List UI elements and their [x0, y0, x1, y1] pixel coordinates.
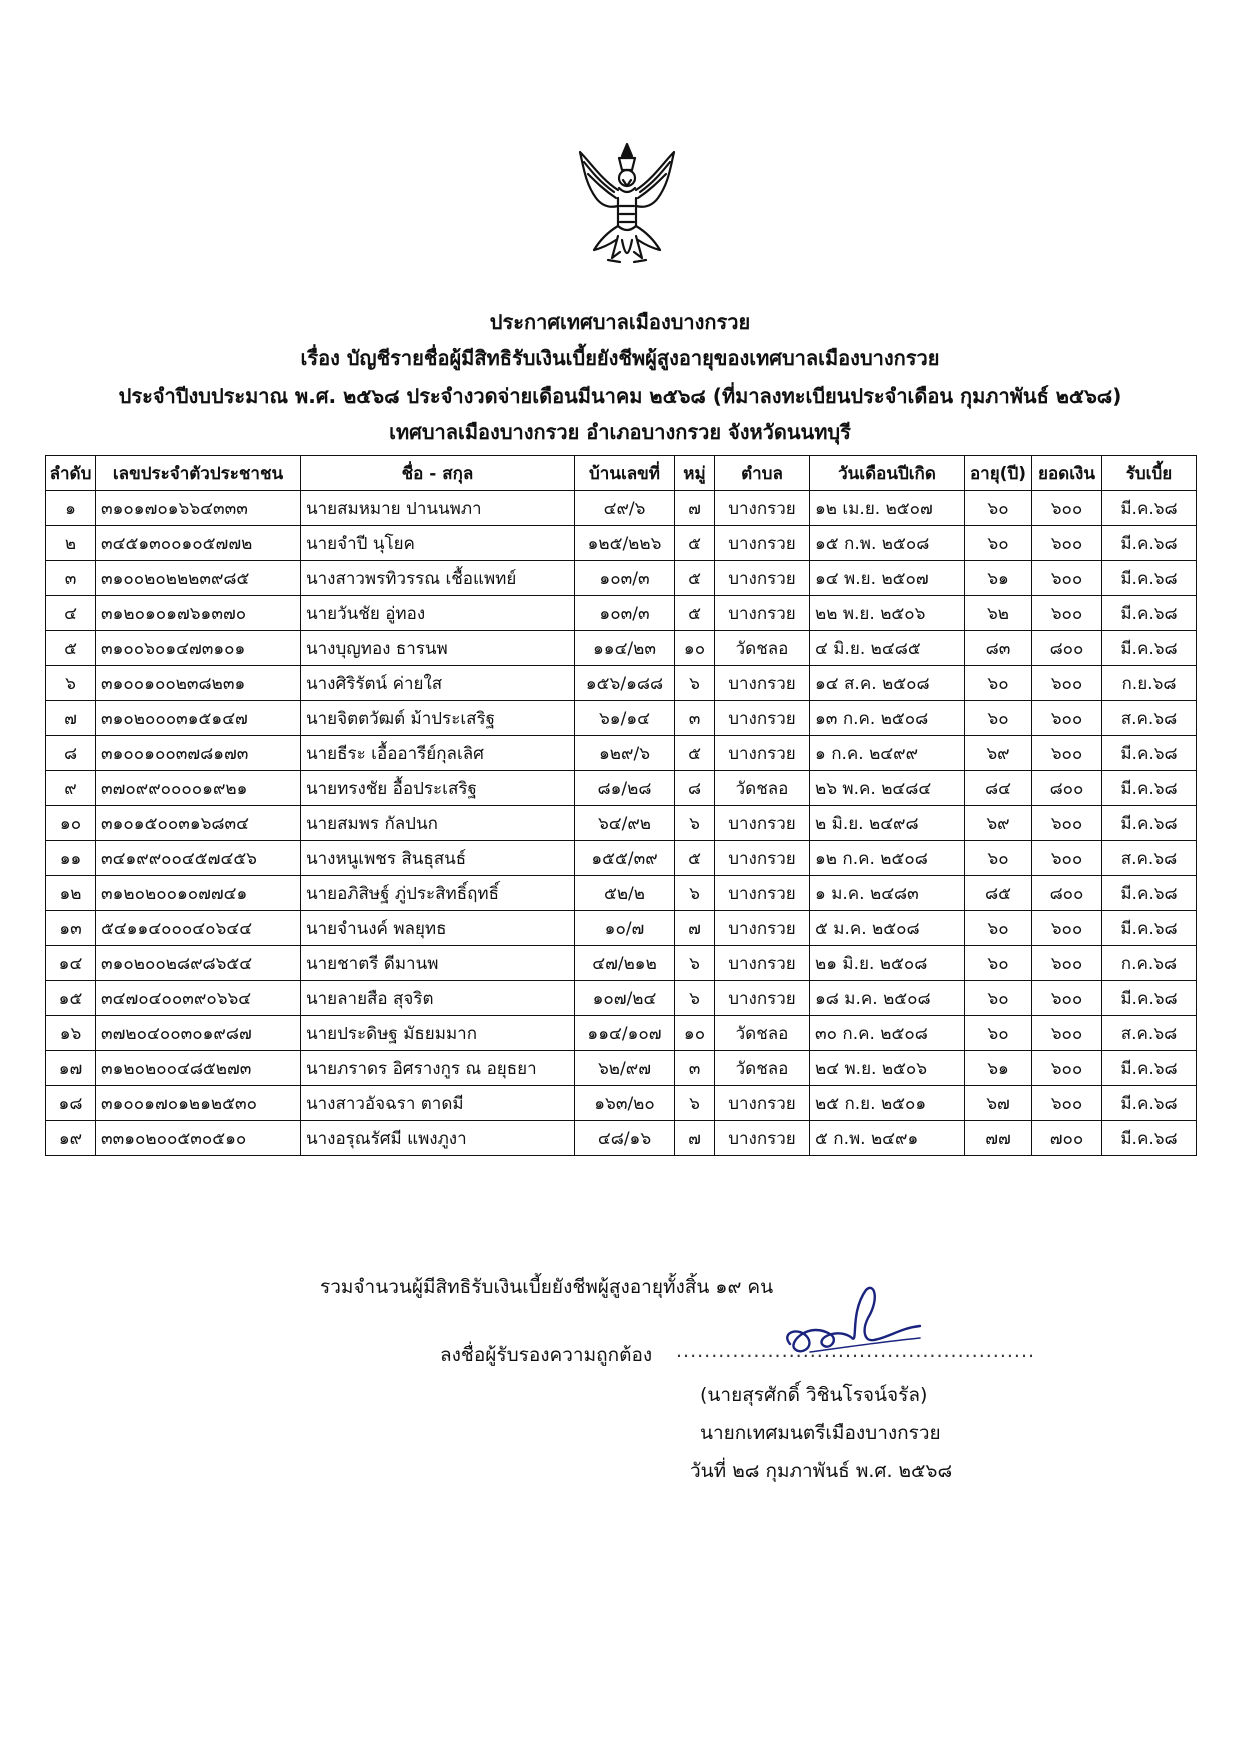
cell-age: ๖๐	[965, 701, 1032, 736]
table-row	[46, 596, 1197, 631]
cell-no: ๑๗	[46, 1051, 96, 1086]
cell-id: ๓๓๑๐๒๐๐๕๓๐๕๑๐	[96, 1121, 301, 1156]
cell-start: มี.ค.๖๘	[1102, 1086, 1197, 1121]
cell-tambon: บางกรวย	[715, 666, 810, 701]
cell-age: ๘๔	[965, 771, 1032, 806]
cell-house: ๘๑/๒๘	[575, 771, 675, 806]
cell-moo: ๖	[675, 981, 715, 1016]
table-body	[46, 491, 1197, 1156]
cell-amount: ๖๐๐	[1032, 736, 1102, 771]
cell-age: ๖๐	[965, 1016, 1032, 1051]
table-row	[46, 1086, 1197, 1121]
cell-moo: ๑๐	[675, 1016, 715, 1051]
cell-tambon: บางกรวย	[715, 841, 810, 876]
cell-start: มี.ค.๖๘	[1102, 806, 1197, 841]
cell-house: ๑๕๖/๑๘๘	[575, 666, 675, 701]
cell-amount: ๖๐๐	[1032, 841, 1102, 876]
cell-house: ๑๖๓/๒๐	[575, 1086, 675, 1121]
signature-dotted-line: ...................................................	[676, 1340, 1036, 1362]
cell-name: นายจิตตวัฒต์ ม้าประเสริฐ	[301, 701, 575, 736]
cell-no: ๓	[46, 561, 96, 596]
cell-name: นายธีระ เอื้ออารีย์กุลเลิศ	[301, 736, 575, 771]
cell-name: นายจำนงค์ พลยุทธ	[301, 911, 575, 946]
cell-id: ๓๔๕๑๓๐๐๑๐๕๗๗๒	[96, 526, 301, 561]
cell-age: ๗๗	[965, 1121, 1032, 1156]
table-row	[46, 1121, 1197, 1156]
table-row	[46, 946, 1197, 981]
cell-dob: ๑๔ พ.ย. ๒๕๐๗	[810, 561, 965, 596]
cell-start: มี.ค.๖๘	[1102, 911, 1197, 946]
cell-moo: ๘	[675, 771, 715, 806]
cell-id: ๓๔๗๐๔๐๐๓๙๐๖๖๔	[96, 981, 301, 1016]
handwritten-signature	[770, 1282, 940, 1372]
cell-house: ๑๑๔/๑๐๗	[575, 1016, 675, 1051]
cell-house: ๔๗/๒๑๒	[575, 946, 675, 981]
cell-amount: ๘๐๐	[1032, 771, 1102, 806]
cell-amount: ๖๐๐	[1032, 1086, 1102, 1121]
cell-moo: ๓	[675, 1051, 715, 1086]
cell-house: ๑๒๙/๖	[575, 736, 675, 771]
table-row	[46, 491, 1197, 526]
column-header-house: บ้านเลขที่	[575, 456, 675, 491]
cell-moo: ๖	[675, 806, 715, 841]
cell-house: ๖๑/๑๔	[575, 701, 675, 736]
fiscal-year-line: ประจำปีงบประมาณ พ.ศ. ๒๕๖๘ ประจำงวดจ่ายเดือนมีนาคม ๒๕๖๘ (ที่มาลงทะเบียนประจำเดือน กุมภาพันธ์ ๒๕๖๘)	[118, 384, 1122, 408]
cell-amount: ๖๐๐	[1032, 666, 1102, 701]
cell-age: ๖๙	[965, 806, 1032, 841]
column-header-name: ชื่อ - สกุล	[301, 456, 575, 491]
cell-id: ๓๑๐๑๕๐๐๓๑๖๘๓๔	[96, 806, 301, 841]
cell-amount: ๖๐๐	[1032, 491, 1102, 526]
cell-moo: ๗	[675, 911, 715, 946]
cell-id: ๓๗๒๐๔๐๐๓๐๑๙๘๗	[96, 1016, 301, 1051]
column-header-amount: ยอดเงิน	[1032, 456, 1102, 491]
signer-title: นายกเทศมนตรีเมืองบางกรวย	[700, 1422, 941, 1444]
cell-dob: ๑๕ ก.พ. ๒๕๐๘	[810, 526, 965, 561]
cell-house: ๑๐๓/๓	[575, 596, 675, 631]
cell-amount: ๖๐๐	[1032, 596, 1102, 631]
cell-name: นางสาวพรทิวรรณ เชื้อแพทย์	[301, 561, 575, 596]
cell-amount: ๖๐๐	[1032, 981, 1102, 1016]
cell-name: นายลายสือ สุจริต	[301, 981, 575, 1016]
cell-start: มี.ค.๖๘	[1102, 561, 1197, 596]
cell-age: ๖๐	[965, 526, 1032, 561]
cell-tambon: วัดชลอ	[715, 631, 810, 666]
cell-moo: ๕	[675, 526, 715, 561]
cell-name: นายสมหมาย ปานนพภา	[301, 491, 575, 526]
announcement-title: ประกาศเทศบาลเมืองบางกรวย	[489, 310, 751, 334]
cell-start: มี.ค.๖๘	[1102, 876, 1197, 911]
cell-moo: ๖	[675, 666, 715, 701]
cell-start: มี.ค.๖๘	[1102, 736, 1197, 771]
cell-start: มี.ค.๖๘	[1102, 491, 1197, 526]
certify-label: ลงชื่อผู้รับรองความถูกต้อง	[440, 1344, 653, 1366]
cell-dob: ๒๑ มิ.ย. ๒๕๐๘	[810, 946, 965, 981]
cell-age: ๖๐	[965, 911, 1032, 946]
cell-amount: ๘๐๐	[1032, 631, 1102, 666]
cell-moo: ๗	[675, 1121, 715, 1156]
table-row	[46, 876, 1197, 911]
cell-id: ๓๑๒๐๒๐๐๑๐๗๗๔๑	[96, 876, 301, 911]
cell-age: ๖๑	[965, 1051, 1032, 1086]
cell-name: นายทรงชัย อื้อประเสริฐ	[301, 771, 575, 806]
cell-no: ๑๖	[46, 1016, 96, 1051]
table-row	[46, 631, 1197, 666]
cell-dob: ๒๕ ก.ย. ๒๕๐๑	[810, 1086, 965, 1121]
cell-id: ๓๑๐๐๒๐๒๒๒๓๙๘๕	[96, 561, 301, 596]
table-row	[46, 771, 1197, 806]
cell-start: มี.ค.๖๘	[1102, 1051, 1197, 1086]
cell-moo: ๗	[675, 491, 715, 526]
cell-house: ๕๒/๒	[575, 876, 675, 911]
cell-moo: ๕	[675, 841, 715, 876]
cell-start: ส.ค.๖๘	[1102, 841, 1197, 876]
table-row	[46, 981, 1197, 1016]
column-header-start: รับเบี้ย	[1102, 456, 1197, 491]
cell-start: มี.ค.๖๘	[1102, 981, 1197, 1016]
cell-amount: ๖๐๐	[1032, 1051, 1102, 1086]
cell-age: ๖๙	[965, 736, 1032, 771]
cell-house: ๑๐/๗	[575, 911, 675, 946]
cell-amount: ๖๐๐	[1032, 561, 1102, 596]
cell-id: ๓๑๐๐๑๐๐๓๗๘๑๗๓	[96, 736, 301, 771]
cell-tambon: วัดชลอ	[715, 1051, 810, 1086]
cell-start: มี.ค.๖๘	[1102, 1121, 1197, 1156]
cell-name: นางสาวอัจฉรา ตาดมี	[301, 1086, 575, 1121]
table-row	[46, 526, 1197, 561]
cell-age: ๖๐	[965, 491, 1032, 526]
table-row	[46, 806, 1197, 841]
cell-moo: ๕	[675, 736, 715, 771]
table-row	[46, 1016, 1197, 1051]
cell-no: ๑๕	[46, 981, 96, 1016]
cell-tambon: บางกรวย	[715, 736, 810, 771]
cell-name: นางศิริรัตน์ ค่ายใส	[301, 666, 575, 701]
cell-amount: ๘๐๐	[1032, 876, 1102, 911]
cell-no: ๑๙	[46, 1121, 96, 1156]
cell-start: ก.ย.๖๘	[1102, 666, 1197, 701]
cell-id: ๕๔๑๑๔๐๐๐๔๐๖๔๔	[96, 911, 301, 946]
cell-house: ๖๔/๙๒	[575, 806, 675, 841]
cell-house: ๔๘/๑๖	[575, 1121, 675, 1156]
cell-dob: ๓๐ ก.ค. ๒๕๐๘	[810, 1016, 965, 1051]
cell-tambon: บางกรวย	[715, 1086, 810, 1121]
cell-age: ๖๒	[965, 596, 1032, 631]
cell-id: ๓๑๐๐๑๐๐๒๓๘๒๓๑	[96, 666, 301, 701]
cell-name: นายวันชัย อู่ทอง	[301, 596, 575, 631]
cell-id: ๓๗๐๙๙๐๐๐๐๑๙๒๑	[96, 771, 301, 806]
cell-amount: ๖๐๐	[1032, 946, 1102, 981]
cell-name: นางบุญทอง ธารนพ	[301, 631, 575, 666]
cell-no: ๕	[46, 631, 96, 666]
cell-dob: ๕ ม.ค. ๒๕๐๘	[810, 911, 965, 946]
cell-moo: ๖	[675, 876, 715, 911]
cell-name: นายประดิษฐ มัธยมมาก	[301, 1016, 575, 1051]
cell-no: ๑๑	[46, 841, 96, 876]
cell-moo: ๑๐	[675, 631, 715, 666]
cell-tambon: วัดชลอ	[715, 771, 810, 806]
cell-no: ๖	[46, 666, 96, 701]
cell-name: นางหนูเพชร สินธุสนธ์	[301, 841, 575, 876]
cell-house: ๔๙/๖	[575, 491, 675, 526]
cell-no: ๘	[46, 736, 96, 771]
cell-amount: ๖๐๐	[1032, 911, 1102, 946]
cell-dob: ๕ ก.พ. ๒๔๙๑	[810, 1121, 965, 1156]
cell-start: มี.ค.๖๘	[1102, 631, 1197, 666]
cell-name: นายชาตรี ดีมานพ	[301, 946, 575, 981]
cell-name: นายจำปี นุโยค	[301, 526, 575, 561]
cell-age: ๖๐	[965, 946, 1032, 981]
cell-no: ๒	[46, 526, 96, 561]
cell-tambon: บางกรวย	[715, 1121, 810, 1156]
cell-dob: ๑๔ ส.ค. ๒๕๐๘	[810, 666, 965, 701]
cell-name: นายภราดร อิศรางกูร ณ อยุธยา	[301, 1051, 575, 1086]
cell-start: มี.ค.๖๘	[1102, 596, 1197, 631]
column-header-no: ลำดับ	[46, 456, 96, 491]
location-line: เทศบาลเมืองบางกรวย อำเภอบางกรวย จังหวัดนนทบุรี	[389, 420, 851, 444]
column-header-dob: วันเดือนปีเกิด	[810, 456, 965, 491]
cell-start: มี.ค.๖๘	[1102, 526, 1197, 561]
table-row	[46, 666, 1197, 701]
cell-no: ๑๓	[46, 911, 96, 946]
table-header-row	[46, 456, 1197, 491]
table-row	[46, 561, 1197, 596]
cell-name: นางอรุณรัศมี แพงภูงา	[301, 1121, 575, 1156]
cell-amount: ๖๐๐	[1032, 701, 1102, 736]
cell-start: ก.ค.๖๘	[1102, 946, 1197, 981]
table-row	[46, 911, 1197, 946]
cell-tambon: บางกรวย	[715, 561, 810, 596]
cell-no: ๔	[46, 596, 96, 631]
cell-tambon: บางกรวย	[715, 911, 810, 946]
cell-id: ๓๑๐๐๑๗๐๑๒๑๒๕๓๐	[96, 1086, 301, 1121]
cell-age: ๖๐	[965, 981, 1032, 1016]
cell-start: ส.ค.๖๘	[1102, 701, 1197, 736]
cell-amount: ๖๐๐	[1032, 526, 1102, 561]
cell-house: ๑๐๓/๓	[575, 561, 675, 596]
cell-dob: ๒๒ พ.ย. ๒๕๐๖	[810, 596, 965, 631]
cell-dob: ๑ ม.ค. ๒๔๘๓	[810, 876, 965, 911]
cell-age: ๖๗	[965, 1086, 1032, 1121]
cell-dob: ๑๓ ก.ค. ๒๕๐๘	[810, 701, 965, 736]
cell-house: ๑๕๕/๓๙	[575, 841, 675, 876]
table-row	[46, 841, 1197, 876]
cell-age: ๖๑	[965, 561, 1032, 596]
garuda-emblem-icon	[572, 140, 682, 270]
cell-moo: ๓	[675, 701, 715, 736]
column-header-tambon: ตำบล	[715, 456, 810, 491]
table-row	[46, 701, 1197, 736]
cell-id: ๓๑๐๒๐๐๐๓๑๕๑๔๗	[96, 701, 301, 736]
cell-age: ๖๐	[965, 841, 1032, 876]
cell-tambon: บางกรวย	[715, 596, 810, 631]
cell-moo: ๖	[675, 1086, 715, 1121]
cell-tambon: บางกรวย	[715, 981, 810, 1016]
cell-name: นายอภิสิษฐ์ ภู่ประสิทธิ์ฤทธิ์	[301, 876, 575, 911]
cell-age: ๖๐	[965, 666, 1032, 701]
cell-no: ๑	[46, 491, 96, 526]
cell-name: นายสมพร กัลปนก	[301, 806, 575, 841]
cell-no: ๗	[46, 701, 96, 736]
cell-age: ๘๕	[965, 876, 1032, 911]
cell-dob: ๑ ก.ค. ๒๔๙๙	[810, 736, 965, 771]
cell-house: ๑๒๕/๒๒๖	[575, 526, 675, 561]
cell-id: ๓๔๑๙๙๐๐๔๕๗๔๕๖	[96, 841, 301, 876]
cell-dob: ๑๒ ก.ค. ๒๕๐๘	[810, 841, 965, 876]
cell-id: ๓๑๐๒๐๐๒๘๙๘๖๕๔	[96, 946, 301, 981]
cell-tambon: บางกรวย	[715, 806, 810, 841]
cell-dob: ๑๒ เม.ย. ๒๕๐๗	[810, 491, 965, 526]
cell-tambon: บางกรวย	[715, 491, 810, 526]
beneficiary-table	[45, 455, 1197, 1156]
cell-dob: ๔ มิ.ย. ๒๔๘๕	[810, 631, 965, 666]
column-header-moo: หมู่	[675, 456, 715, 491]
cell-house: ๖๒/๙๗	[575, 1051, 675, 1086]
cell-id: ๓๑๒๐๒๐๐๔๘๕๒๗๓	[96, 1051, 301, 1086]
table-row	[46, 736, 1197, 771]
cell-no: ๑๐	[46, 806, 96, 841]
cell-tambon: บางกรวย	[715, 526, 810, 561]
subject-line: เรื่อง บัญชีรายชื่อผู้มีสิทธิรับเงินเบี้ยยังชีพผู้สูงอายุของเทศบาลเมืองบางกรวย	[300, 346, 940, 370]
cell-dob: ๒๖ พ.ค. ๒๔๘๔	[810, 771, 965, 806]
signer-name: (นายสุรศักดิ์ วิชินโรจน์จรัล)	[700, 1384, 928, 1406]
cell-start: มี.ค.๖๘	[1102, 771, 1197, 806]
cell-id: ๓๑๐๐๖๐๑๔๗๓๑๐๑	[96, 631, 301, 666]
total-count-line: รวมจำนวนผู้มีสิทธิรับเงินเบี้ยยังชีพผู้สูงอายุทั้งสิ้น ๑๙ คน	[320, 1276, 774, 1298]
table-row	[46, 1051, 1197, 1086]
cell-amount: ๗๐๐	[1032, 1121, 1102, 1156]
cell-amount: ๖๐๐	[1032, 1016, 1102, 1051]
cell-dob: ๑๘ ม.ค. ๒๕๐๘	[810, 981, 965, 1016]
cell-tambon: บางกรวย	[715, 946, 810, 981]
cell-id: ๓๑๒๐๑๐๑๗๖๑๓๗๐	[96, 596, 301, 631]
cell-tambon: บางกรวย	[715, 701, 810, 736]
column-header-id: เลขประจำตัวประชาชน	[96, 456, 301, 491]
cell-no: ๙	[46, 771, 96, 806]
cell-no: ๑๘	[46, 1086, 96, 1121]
cell-moo: ๕	[675, 561, 715, 596]
cell-house: ๑๐๗/๒๔	[575, 981, 675, 1016]
cell-tambon: บางกรวย	[715, 876, 810, 911]
cell-amount: ๖๐๐	[1032, 806, 1102, 841]
cell-tambon: วัดชลอ	[715, 1016, 810, 1051]
cell-age: ๘๓	[965, 631, 1032, 666]
cell-dob: ๒๔ พ.ย. ๒๕๐๖	[810, 1051, 965, 1086]
cell-id: ๓๑๐๑๗๐๑๖๖๔๓๓๓	[96, 491, 301, 526]
announcement-date: วันที่ ๒๘ กุมภาพันธ์ พ.ศ. ๒๕๖๘	[690, 1460, 953, 1482]
cell-house: ๑๑๔/๒๓	[575, 631, 675, 666]
cell-start: ส.ค.๖๘	[1102, 1016, 1197, 1051]
column-header-age: อายุ(ปี)	[965, 456, 1032, 491]
cell-moo: ๖	[675, 946, 715, 981]
cell-no: ๑๒	[46, 876, 96, 911]
cell-no: ๑๔	[46, 946, 96, 981]
cell-moo: ๕	[675, 596, 715, 631]
cell-dob: ๒ มิ.ย. ๒๔๙๘	[810, 806, 965, 841]
